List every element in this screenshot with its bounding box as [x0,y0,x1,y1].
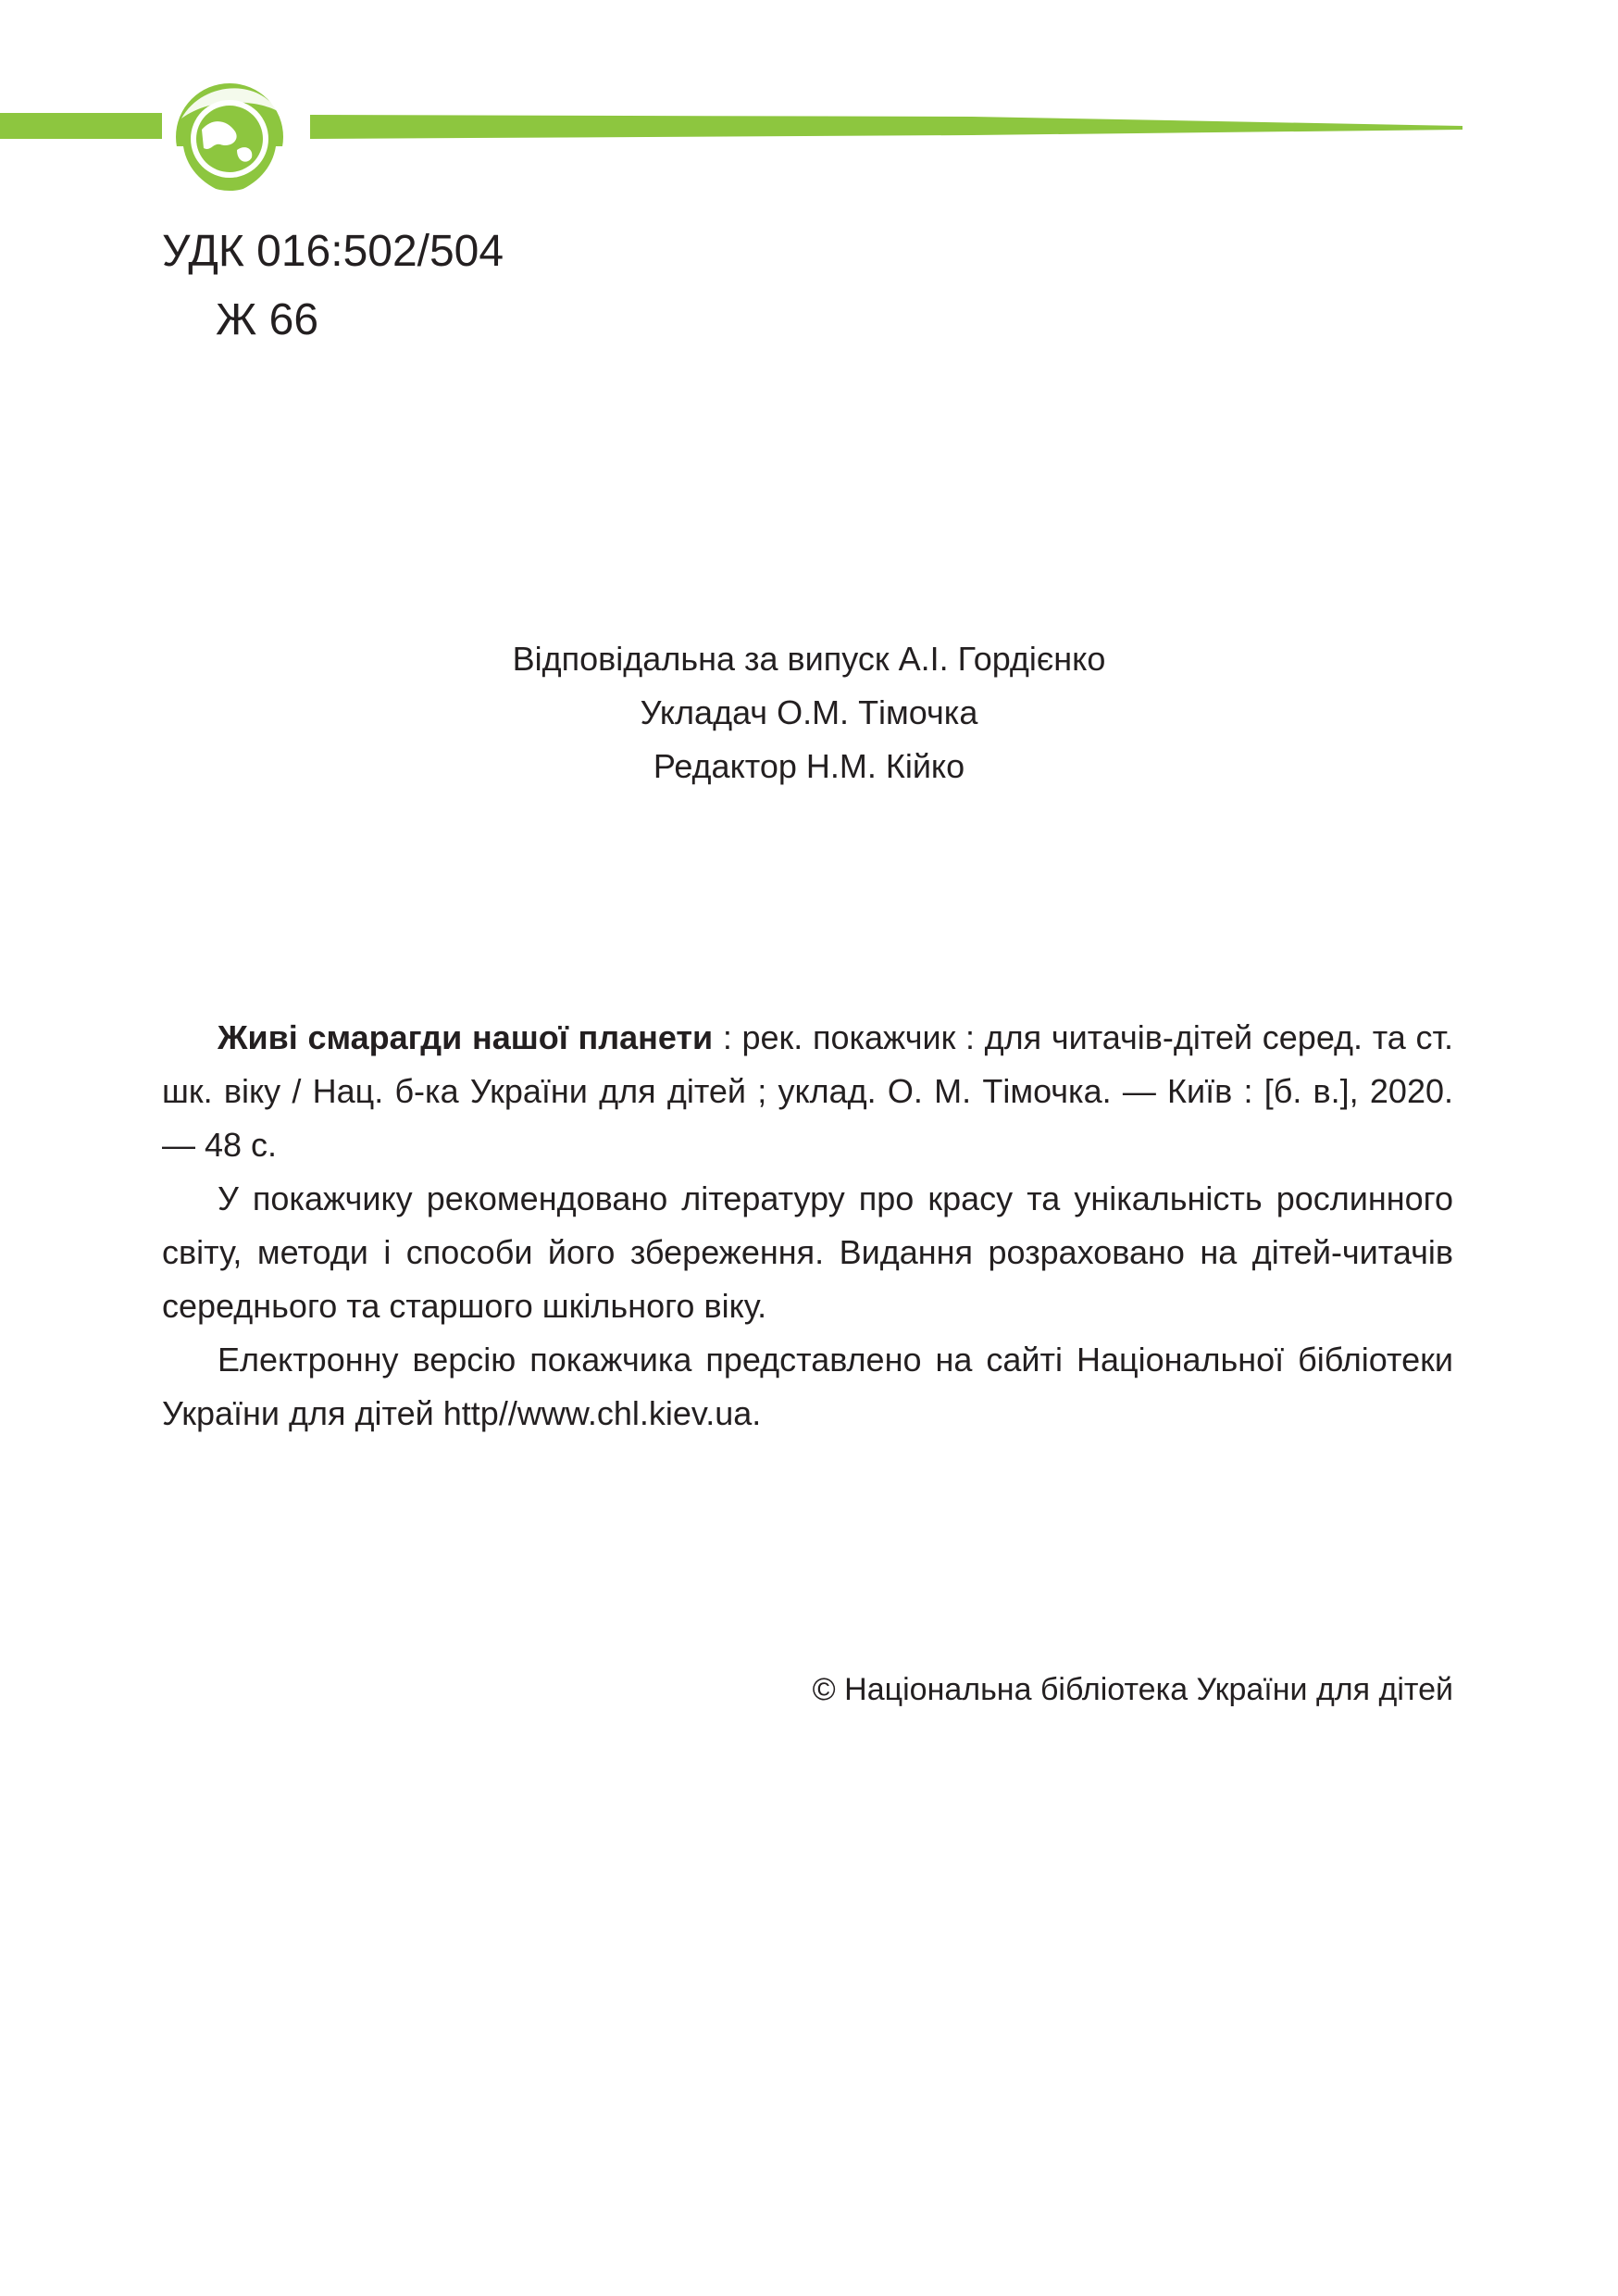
entry-details: : рек. покажчик : для читачів-дітей серед. та ст. шк. віку / Нац. б-ка України для дітей ; уклад. О. М. Тімочка. — Київ : [б. в.], 2020. — 48 с. [162,1018,1453,1164]
udk-block [162,218,504,355]
copyright-notice: © Національна бібліотека України для дітей [812,1672,1453,1707]
header-green-stripe-right [310,115,1462,139]
bibliographic-entry [162,1011,1453,1172]
udk-code: УДК 016:502/504 [162,227,504,276]
header-decoration [0,74,1481,204]
compiler-line: Укладач О.М. Тімочка [640,693,978,731]
book-title: Живі смарагди нашої планети [218,1018,714,1056]
electronic-version-paragraph: Електронну версію покажчика представлено на сайті Національної бібліотеки України для дітей http//www.chl.kiev.ua. [162,1341,1453,1432]
bibliographic-description [162,1011,1453,1441]
annotation-paragraph: У покажчику рекомендовано літературу про красу та унікальність рослинного світу, методи і способи його збереження. Видання розраховано на дітей-читачів середнього та старшого шкільного віку. [162,1179,1453,1325]
author-mark: Ж 66 [216,295,319,344]
globe-leaf-hands-icon [174,83,285,194]
responsible-line: Відповідальна за випуск А.І. Гордієнко [512,640,1106,678]
editor-line: Редактор Н.М. Кійко [653,747,965,785]
credits-block [0,632,1618,793]
header-green-stripe [0,113,162,139]
